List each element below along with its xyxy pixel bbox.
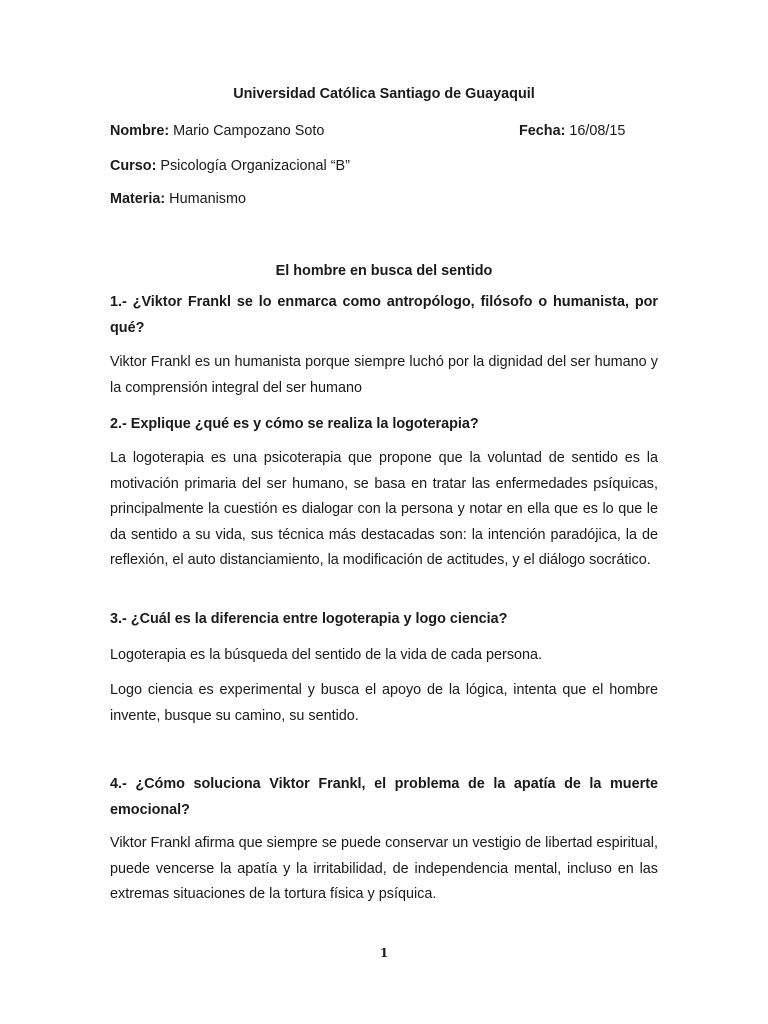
answer-3-part-2: Logo ciencia es experimental y busca el apoyo de la lógica, intenta que el hombre invente, busque su camino, su sentido. bbox=[110, 682, 658, 724]
date-label: Fecha: bbox=[519, 123, 566, 139]
name-label: Nombre: bbox=[110, 123, 170, 139]
subject-value: Humanismo bbox=[165, 191, 246, 207]
question-3: 3.- ¿Cuál es la diferencia entre logoterapia y logo ciencia? bbox=[110, 611, 508, 627]
answer-3-part-1: Logoterapia es la búsqueda del sentido de la vida de cada persona. bbox=[110, 647, 543, 663]
course-line bbox=[110, 155, 350, 177]
university-title: Universidad Católica Santiago de Guayaquil bbox=[233, 86, 535, 102]
answer-1: Viktor Frankl es un humanista porque siempre luchó por la dignidad del ser humano y la comprensión integral del ser humano bbox=[110, 354, 658, 396]
document-title: El hombre en busca del sentido bbox=[275, 263, 493, 279]
course-label: Curso: bbox=[110, 158, 157, 174]
date-line bbox=[519, 120, 625, 142]
date-value: 16/08/15 bbox=[565, 123, 626, 139]
question-1: 1.- ¿Viktor Frankl se lo enmarca como antropólogo, filósofo o humanista, por qué? bbox=[110, 294, 658, 336]
question-4: 4.- ¿Cómo soluciona Viktor Frankl, el problema de la apatía de la muerte emocional? bbox=[110, 776, 658, 818]
answer-2: La logoterapia es una psicoterapia que propone que la voluntad de sentido es la motivación primaria del ser humano, se basa en tratar las enfermedades psíquicas, principalmente la cuestión es dialogar con la persona y notar en ella que es lo que le da sentido a su vida, sus técnica más destacadas son: la intención paradójica, la de reflexión, el auto distanciamiento, la modificación de actitudes, y el diálogo socrático. bbox=[110, 450, 658, 569]
course-value: Psicología Organizacional “B” bbox=[156, 158, 350, 174]
name-line bbox=[110, 120, 324, 142]
answer-4: Viktor Frankl afirma que siempre se puede conservar un vestigio de libertad espiritual, puede vencerse la apatía y la irritabilidad, de independencia mental, incluso en las extremas situaciones de la tortura física y psíquica. bbox=[110, 835, 658, 903]
subject-label: Materia: bbox=[110, 191, 166, 207]
name-value: Mario Campozano Soto bbox=[169, 123, 325, 139]
subject-line bbox=[110, 188, 246, 210]
page-number: 1 bbox=[379, 946, 389, 960]
question-2: 2.- Explique ¿qué es y cómo se realiza la logoterapia? bbox=[110, 416, 479, 432]
